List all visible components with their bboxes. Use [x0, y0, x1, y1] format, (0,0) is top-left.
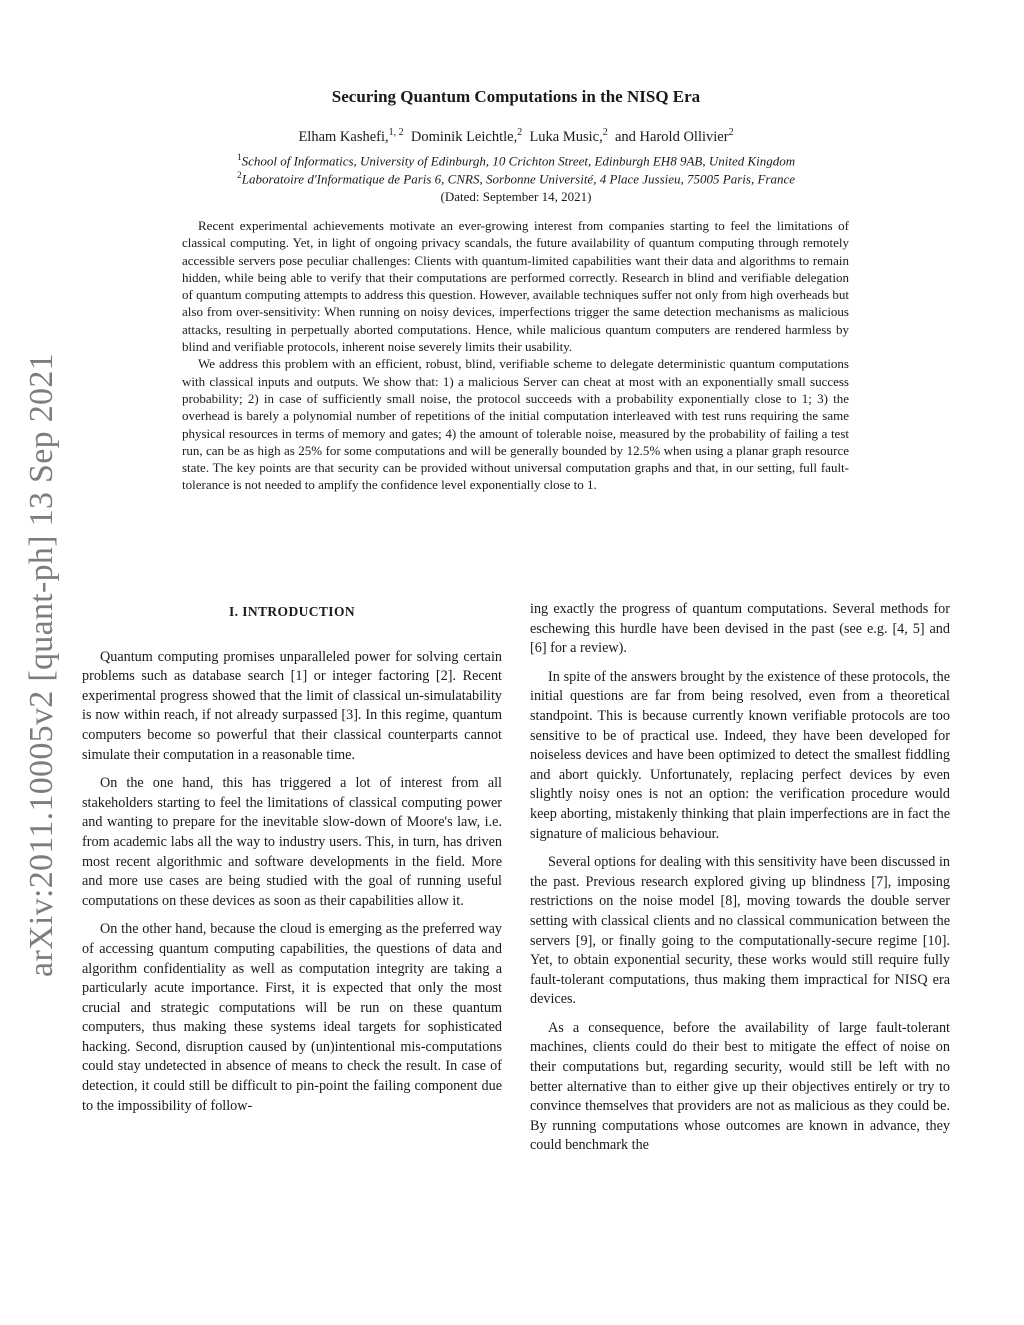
affiliation-2: $^2$Laboratoire d'Informatique de Paris 6, CNRS, Sorbonne Université, 4 Place Jussieu, 75005 Paris, France [236, 171, 796, 187]
author: Elham Kashefi,$^{1, 2}$ [298, 127, 404, 145]
abstract [182, 217, 849, 494]
arxiv-side-stamp [2, 355, 82, 975]
body-paragraph: ing exactly the progress of quantum computations. Several methods for eschewing this hurdle have been devised in the past (see e.g. [4, 5] and [6] for a review). [530, 601, 950, 657]
author: Dominik Leichtle,$^2$ [410, 127, 523, 145]
arxiv-identifier: arXiv:2011.10005v2 [quant-ph] 13 Sep 2021 [23, 353, 60, 977]
body-paragraph: On the other hand, because the cloud is emerging as the preferred way of accessing quantum computing capabilities, the questions of data and algorithm confidentiality as well as computation integrity are taking a particularly acute importance. First, it is expected that only the most crucial and strategic computations will be run on these quantum computers, thus making these systems ideal targets for sophisticated hacking. Second, disruption caused by (un)intentional mis-computations could stay undetected in absence of means to check the result. In case of detection, it could still be difficult to pin-point the failing component due to the impossibility of follow- [82, 921, 502, 1114]
paper-title: Securing Quantum Computations in the NISQ Era [331, 87, 701, 106]
author-affiliation-mark: 2 [602, 127, 608, 138]
author-list [180, 127, 852, 146]
body-left-column [82, 600, 502, 1125]
section-heading-introduction: I. INTRODUCTION [228, 604, 356, 619]
body-paragraph: On the one hand, this has triggered a lot of interest from all stakeholders starting to feel the limitations of classical computing power and wanting to prepare for the inevitable slow-down of Moore's law, i.e. from academic labs all the way to industry users. This, in turn, has driven most recent algorithmic and software developments in the field. More and more use cases are being studied with the goal of running useful computations on these devices as soon as their capabilities allow it. [82, 775, 502, 909]
date-line: (Dated: September 14, 2021) [440, 189, 592, 204]
body-paragraph: Quantum computing promises unparalleled power for solving certain problems such as database search [1] or integer factoring [2]. Recent experimental progress showed that the limit of classical un-simulatability is now within reach, if not already surpassed [3]. In this regime, quantum computers become so powerful that their classical counterparts cannot simulate their computation in a reasonable time. [82, 648, 502, 763]
abstract-paragraph: We address this problem with an efficient, robust, blind, verifiable scheme to delegate deterministic quantum computations with classical inputs and outputs. We show that: 1) a malicious Server can cheat at most with an exponentially small success probability; 2) in case of sufficiently small noise, the protocol succeeds with a probability exponentially close to 1; 3) the overhead is barely a polynomial number of repetitions of the initial computation interleaved with test runs requiring the same physical resources in terms of memory and gates; 4) the amount of tolerable noise, measured by the probability of failing a test run, can be as high as 25% for some computations and will be generally bounded by 12.5% when using a planar graph resource state. The key points are that security can be provided without universal computation graphs and that, in our setting, full fault-tolerance is not needed to amplify the confidence level exponentially close to 1. [182, 356, 849, 493]
author-affiliation-mark: 2 [517, 127, 523, 138]
author: and Harold Ollivier$^2$ [615, 127, 734, 145]
author-affiliation-mark: 1, 2 [388, 127, 404, 138]
author-affiliation-mark: 2 [728, 127, 734, 138]
body-paragraph: Several options for dealing with this sensitivity have been discussed in the past. Previous research explored giving up blindness [7], imposing restrictions on the noise model [8], moving towards the double server setting with classical clients and no classical communication between the servers [9], or finally going to the computationally-secure regime [10]. Yet, to obtain exponential security, these works would still require fully fault-tolerant computations, thus making them impractical for NISQ era devices. [530, 854, 950, 1008]
affiliation-1: $^1$School of Informatics, University of Edinburgh, 10 Crichton Street, Edinburgh EH8 9AB, United Kingdom [236, 153, 796, 169]
body-right-column [530, 600, 950, 1165]
body-paragraph: As a consequence, before the availability of large fault-tolerant machines, clients could do their best to mitigate the effect of noise on their computations but, regarding security, would still be left with no better alternative than to either give up their objectives entirely or try to convince themselves that providers are not as malicious as they could be. By running computations whose outcomes are known in advance, they could benchmark the [530, 1019, 950, 1154]
author: Luka Music,$^2$ [529, 127, 608, 145]
abstract-paragraph: Recent experimental achievements motivate an ever-growing interest from companies starting to feel the limitations of classical computing. Yet, in light of ongoing privacy scandals, the future availability of quantum computing through remotely accessible servers pose peculiar challenges: Clients with quantum-limited capabilities want their data and algorithms to remain hidden, while being able to verify that their computations are performed correctly. Research in blind and verifiable delegation of quantum computing attempts to address this question. However, available techniques suffer not only from high overheads but also from over-sensitivity: When running on noisy devices, imperfections trigger the same detection mechanisms as malicious attacks, resulting in perpetually aborted computations. Hence, while malicious quantum computers are rendered harmless by blind and verifiable protocols, inherent noise severely limits their usability. [182, 218, 849, 355]
body-paragraph: In spite of the answers brought by the existence of these protocols, the initial questions are far from being resolved, even from a theoretical standpoint. This is because currently known verifiable protocols are too sensitive to be of practical use. Indeed, they have been developed for noiseless devices and have been optimized to detect the smallest fiddling and abort quickly. Unfortunately, replacing perfect devices by even slightly noisy ones is not an option: the verification procedure would keep aborting, mistakenly thinking that plain imperfections are in fact the signature of malicious behaviour. [530, 668, 950, 842]
